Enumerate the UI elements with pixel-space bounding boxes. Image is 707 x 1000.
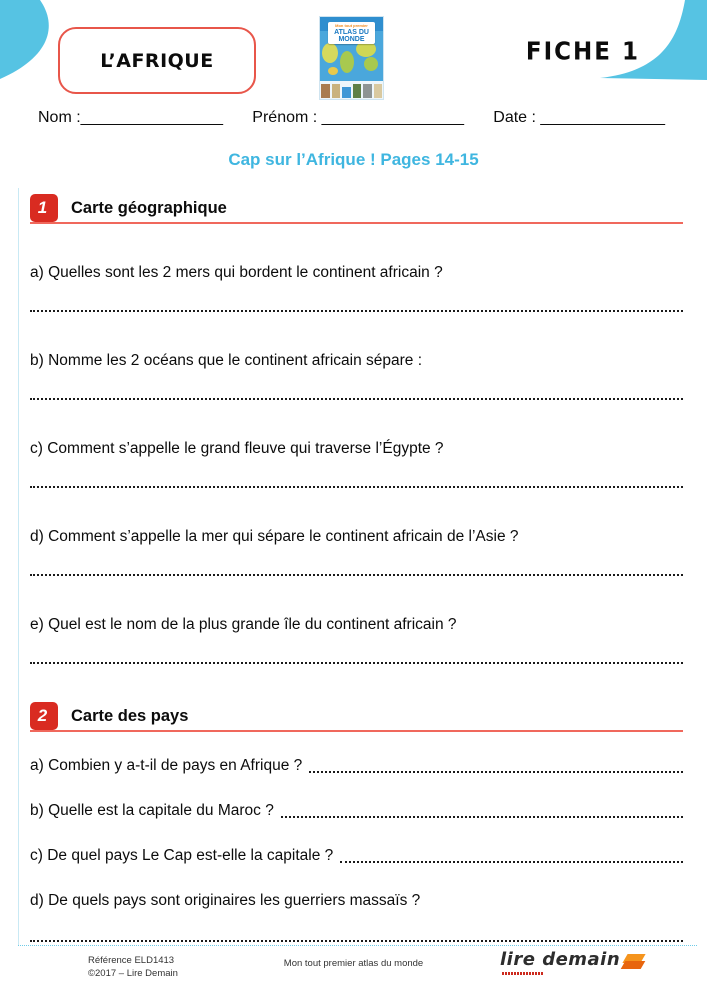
question-text: c) De quel pays Le Cap est-elle la capitale ? — [30, 847, 334, 864]
cover-continent-shape — [364, 57, 378, 71]
section-carte-geographique — [30, 194, 683, 664]
question-text: d) Comment s’appelle la mer qui sépare le continent africain de l’Asie ? — [30, 528, 519, 545]
cover-continent-shape — [322, 43, 338, 63]
footer-divider — [18, 945, 697, 946]
answer-line-inline — [309, 771, 683, 773]
answer-line-inline — [340, 861, 683, 863]
question-row — [30, 845, 683, 867]
section-header — [30, 194, 683, 224]
worksheet-body — [30, 188, 683, 942]
cover-photo — [363, 84, 372, 98]
question-row — [30, 755, 683, 777]
section-title: Carte géographique — [71, 198, 227, 217]
prenom-field — [252, 109, 464, 127]
question-row — [30, 800, 683, 822]
question-text: b) Nomme les 2 océans que le continent africain sépare : — [30, 352, 423, 369]
question-text: c) Comment s’appelle le grand fleuve qui traverse l’Égypte ? — [30, 440, 444, 457]
question-block — [30, 890, 683, 942]
prenom-label: Prénom : — [252, 109, 322, 126]
nom-label: Nom : — [38, 109, 81, 126]
lire-demain-logo — [500, 950, 645, 970]
left-rule — [18, 188, 19, 946]
identity-row — [38, 109, 665, 127]
atlas-book-cover — [320, 17, 383, 99]
cover-title-line1: ATLAS DU — [334, 28, 369, 36]
worksheet-title: L’AFRIQUE — [100, 49, 214, 72]
footer-reference-line2: ©2017 – Lire Demain — [88, 968, 178, 979]
prenom-blank: ________________ — [321, 109, 465, 126]
question-text: d) De quels pays sont originaires les guerriers massaïs ? — [30, 892, 421, 909]
cover-series-line: Mon tout premier — [335, 22, 368, 28]
question-block — [30, 262, 683, 312]
cover-photo — [342, 87, 351, 98]
cover-photo — [374, 84, 383, 98]
page-subtitle: Cap sur l’Afrique ! Pages 14-15 — [228, 150, 479, 169]
worksheet-title-badge — [58, 27, 256, 94]
footer-book-title: Mon tout premier atlas du monde — [283, 958, 424, 969]
cover-photo — [353, 84, 362, 98]
section-title: Carte des pays — [71, 706, 189, 725]
cover-title-line2: MONDE — [338, 35, 365, 43]
question-block — [30, 350, 683, 400]
logo-tagline-mark — [502, 972, 544, 975]
question-text: b) Quelle est la capitale du Maroc ? — [30, 802, 274, 819]
date-field — [493, 109, 665, 127]
question-block — [30, 526, 683, 576]
lire-demain-logo-text: lire demain — [500, 949, 621, 970]
section-number-badge: 2 — [30, 702, 58, 730]
book-icon — [623, 954, 645, 970]
answer-line — [30, 486, 683, 488]
cover-continent-shape — [340, 51, 354, 73]
cover-photo-strip — [320, 81, 383, 99]
question-block — [30, 614, 683, 664]
section-carte-des-pays — [30, 702, 683, 942]
section-header — [30, 702, 683, 732]
question-text: a) Quelles sont les 2 mers qui bordent le continent africain ? — [30, 264, 443, 281]
answer-line — [30, 310, 683, 312]
date-blank: ______________ — [540, 109, 665, 126]
nom-field — [38, 109, 223, 127]
question-text: a) Combien y a-t-il de pays en Afrique ? — [30, 757, 303, 774]
cover-title-plaque — [328, 22, 375, 44]
cover-photo — [321, 84, 330, 98]
question-block — [30, 438, 683, 488]
date-label: Date : — [493, 109, 541, 126]
cover-photo — [332, 84, 341, 98]
question-text: e) Quel est le nom de la plus grande île du continent africain ? — [30, 616, 457, 633]
answer-line — [30, 574, 683, 576]
section-number-badge: 1 — [30, 194, 58, 222]
fiche-label: FICHE 1 — [525, 37, 640, 67]
answer-line — [30, 398, 683, 400]
nom-blank: ________________ — [80, 109, 224, 126]
answer-line-inline — [281, 816, 683, 818]
footer-reference-line1: Référence ELD1413 — [88, 955, 175, 966]
cover-continent-shape — [328, 67, 338, 75]
answer-line — [30, 662, 683, 664]
answer-line — [30, 940, 683, 942]
